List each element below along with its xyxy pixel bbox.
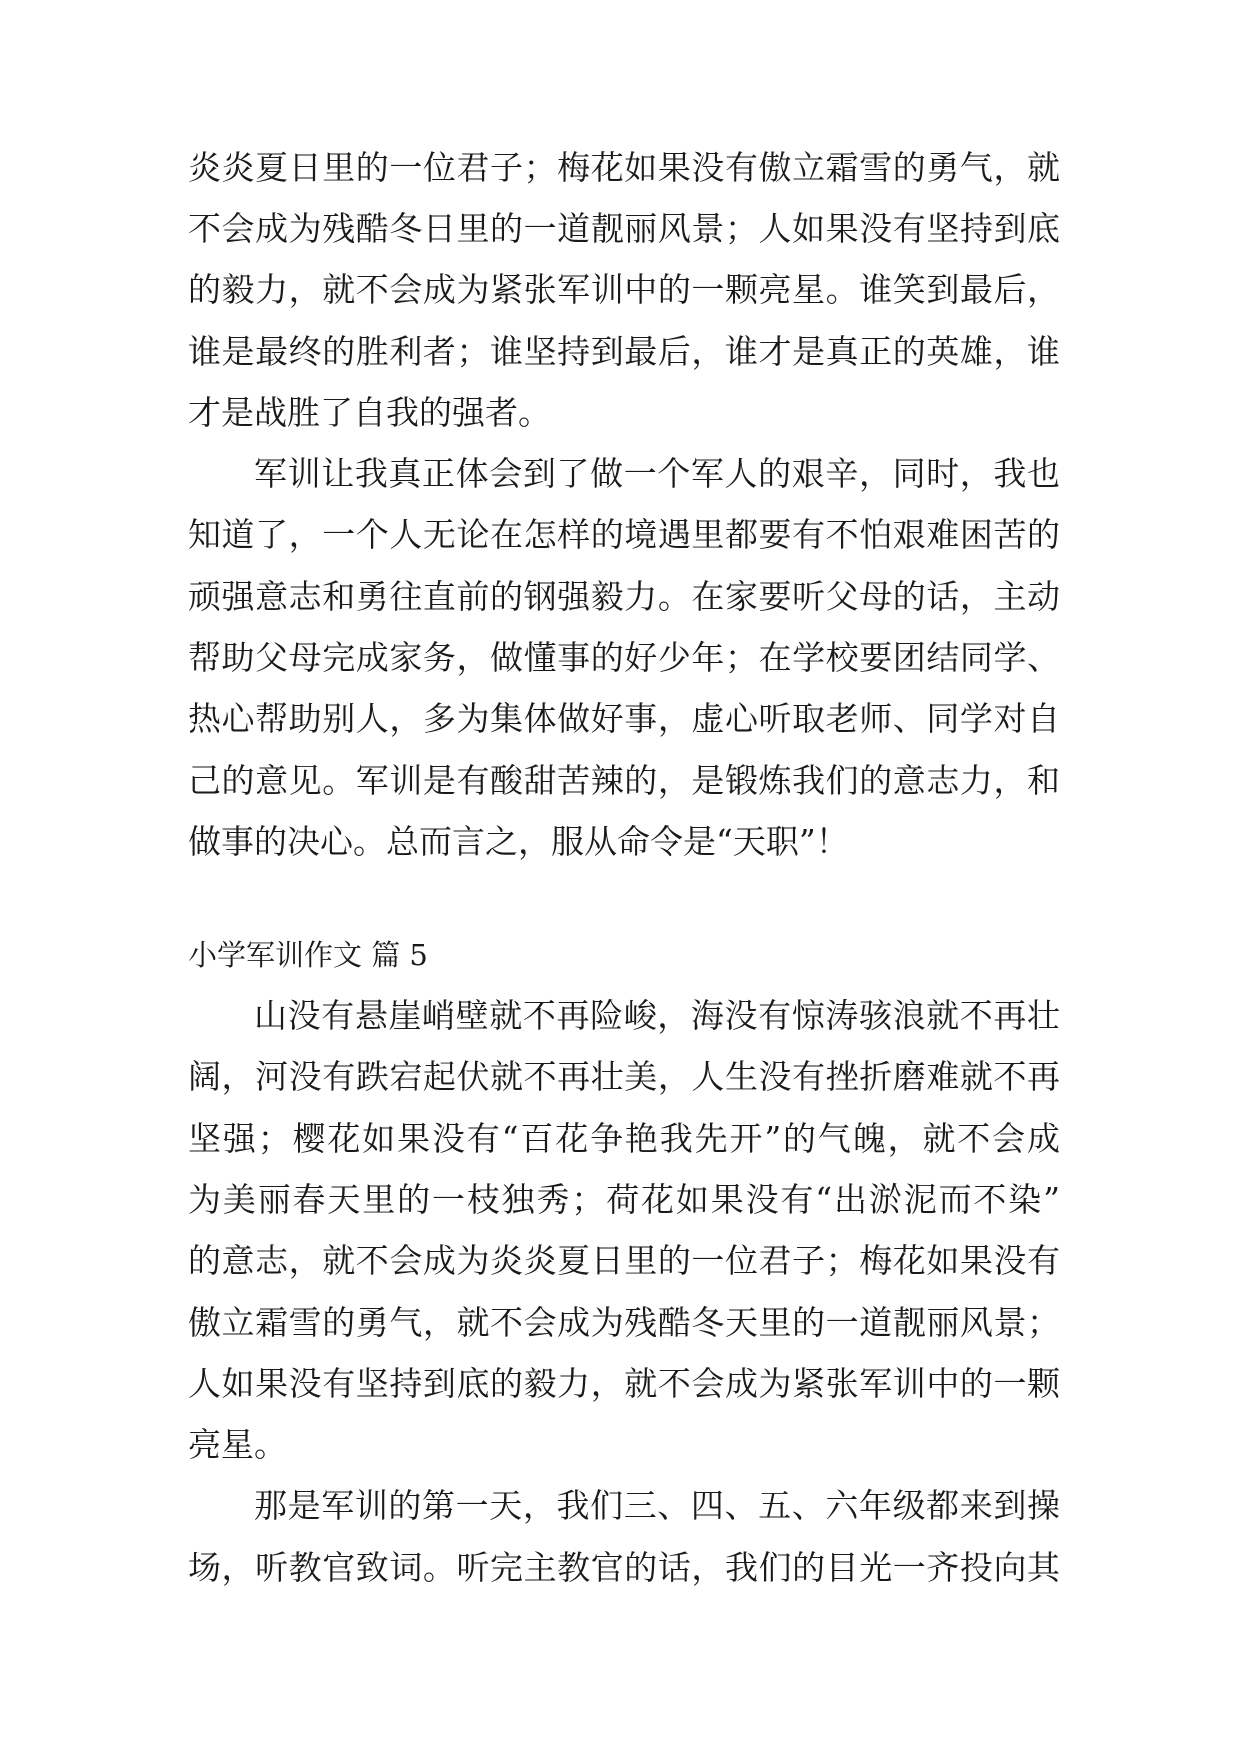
paragraph-line: 己的意见。军训是有酸甜苦辣的，是锻炼我们的意志力，和 bbox=[188, 761, 1060, 800]
paragraph-line: 知道了，一个人无论在怎样的境遇里都要有不怕艰难困苦的 bbox=[188, 515, 1060, 554]
paragraph-line: 阔，河没有跌宕起伏就不再壮美，人生没有挫折磨难就不再 bbox=[188, 1057, 1060, 1096]
paragraph-line: 亮星。 bbox=[188, 1425, 287, 1464]
paragraph-line: 为美丽春天里的一枝独秀；荷花如果没有“出淤泥而不染” bbox=[188, 1180, 1060, 1219]
paragraph-line: 谁是最终的胜利者；谁坚持到最后，谁才是真正的英雄，谁 bbox=[188, 332, 1060, 371]
paragraph-line: 的意志，就不会成为炎炎夏日里的一位君子；梅花如果没有 bbox=[188, 1241, 1060, 1280]
paragraph-line: 顽强意志和勇往直前的钢强毅力。在家要听父母的话，主动 bbox=[188, 577, 1060, 616]
paragraph-line: 人如果没有坚持到底的毅力，就不会成为紧张军训中的一颗 bbox=[188, 1364, 1060, 1403]
paragraph-line: 那是军训的第一天，我们三、四、五、六年级都来到操 bbox=[254, 1486, 1060, 1525]
section-heading: 小学军训作文 篇 5 bbox=[188, 938, 428, 972]
paragraph-line: 的毅力，就不会成为紧张军训中的一颗亮星。谁笑到最后， bbox=[188, 270, 1060, 309]
paragraph-line: 山没有悬崖峭壁就不再险峻，海没有惊涛骇浪就不再壮 bbox=[254, 996, 1060, 1035]
paragraph-line: 场，听教官致词。听完主教官的话，我们的目光一齐投向其 bbox=[188, 1548, 1060, 1587]
paragraph-line: 热心帮助别人，多为集体做好事，虚心听取老师、同学对自 bbox=[188, 699, 1060, 738]
paragraph-line: 不会成为残酷冬日里的一道靓丽风景；人如果没有坚持到底 bbox=[188, 209, 1060, 248]
paragraph-line: 做事的决心。总而言之，服从命令是“天职”！ bbox=[188, 822, 849, 861]
paragraph-line: 坚强；樱花如果没有“百花争艳我先开”的气魄，就不会成 bbox=[188, 1119, 1060, 1158]
paragraph-line: 傲立霜雪的勇气，就不会成为残酷冬天里的一道靓丽风景； bbox=[188, 1303, 1060, 1342]
paragraph-line: 军训让我真正体会到了做一个军人的艰辛，同时，我也 bbox=[254, 454, 1060, 493]
paragraph-line: 炎炎夏日里的一位君子；梅花如果没有傲立霜雪的勇气，就 bbox=[188, 148, 1060, 187]
paragraph-line: 帮助父母完成家务，做懂事的好少年；在学校要团结同学、 bbox=[188, 638, 1060, 677]
paragraph-line: 才是战胜了自我的强者。 bbox=[188, 393, 551, 432]
